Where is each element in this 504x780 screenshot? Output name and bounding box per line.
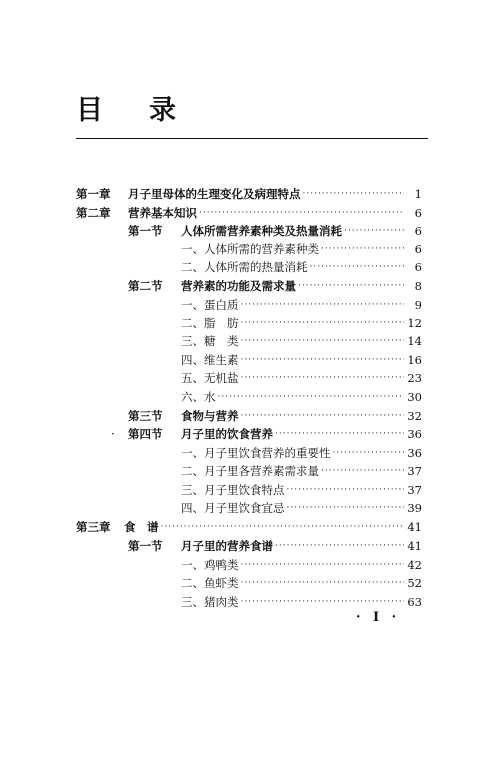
toc-entry bbox=[0, 258, 504, 276]
toc-entry bbox=[0, 296, 504, 314]
toc-entry bbox=[0, 277, 504, 295]
toc-page-number: 6 bbox=[414, 242, 422, 256]
page-number: · I · bbox=[356, 610, 401, 625]
dot-leader bbox=[319, 462, 404, 480]
toc-page-number: 23 bbox=[407, 371, 422, 385]
toc-entry-title: 四、月子里饮食宜忌 bbox=[181, 501, 285, 515]
toc-entry-title: 食 谱 bbox=[124, 520, 159, 534]
toc-page-number: 39 bbox=[407, 501, 422, 515]
toc-entry-title: 营养基本知识 bbox=[128, 206, 197, 220]
toc-page-number: 37 bbox=[407, 464, 422, 478]
toc-entry-title: 月子里的营养食谱 bbox=[181, 539, 273, 553]
toc-entry-title: 一、月子里饮食营养的重要性 bbox=[181, 446, 331, 460]
title-char-1: 目 bbox=[76, 95, 103, 126]
dot-leader bbox=[239, 407, 405, 425]
toc-entry-title: 二、脂 肪 bbox=[181, 316, 239, 330]
toc-page-number: 41 bbox=[407, 520, 422, 534]
toc-entry-line bbox=[181, 258, 422, 276]
toc-entry-title: 一、鸡鸭类 bbox=[181, 558, 239, 572]
chapter-label: 第二章 bbox=[76, 206, 111, 220]
dot-leader bbox=[239, 296, 405, 314]
toc-entry bbox=[0, 388, 504, 406]
dot-leader bbox=[239, 314, 405, 332]
dot-leader bbox=[301, 185, 405, 203]
toc-page-number: 63 bbox=[407, 595, 422, 609]
toc-entry-line bbox=[128, 204, 422, 222]
toc-entry bbox=[0, 314, 504, 332]
toc-page-number: 30 bbox=[407, 390, 422, 404]
dot-leader bbox=[239, 369, 405, 387]
dot-leader bbox=[296, 277, 404, 295]
toc-entry bbox=[0, 407, 504, 425]
toc-entry-line bbox=[181, 425, 422, 443]
toc-page-number: 42 bbox=[407, 558, 422, 572]
toc-page-number: 6 bbox=[414, 206, 422, 220]
toc-entry-title: 三、月子里饮食特点 bbox=[181, 483, 285, 497]
toc-entry-line bbox=[181, 240, 422, 258]
section-label: 第一节 bbox=[128, 224, 163, 238]
dot-leader bbox=[159, 518, 405, 536]
toc-page-number: 6 bbox=[414, 260, 422, 274]
toc-page-number: 12 bbox=[407, 316, 422, 330]
toc-entry-line bbox=[181, 351, 422, 369]
toc-entry-title: 营养素的功能及需求量 bbox=[181, 279, 296, 293]
dot-leader bbox=[239, 556, 405, 574]
dot-leader bbox=[285, 481, 405, 499]
toc-page-number: 16 bbox=[407, 353, 422, 367]
toc-entry bbox=[0, 185, 504, 203]
toc-page-number: 41 bbox=[407, 539, 422, 553]
toc-page-number: 36 bbox=[407, 446, 422, 460]
toc-entry-line bbox=[181, 407, 422, 425]
toc-entry-title: 二、鱼虾类 bbox=[181, 576, 239, 590]
toc-entry bbox=[0, 462, 504, 480]
toc-entry-line bbox=[181, 388, 422, 406]
dot-leader bbox=[239, 593, 405, 611]
toc-entry bbox=[0, 518, 504, 536]
toc-entry-line bbox=[124, 518, 422, 536]
toc-entry bbox=[0, 574, 504, 592]
toc-entry bbox=[0, 481, 504, 499]
toc-entry-title: 三、猪肉类 bbox=[181, 595, 239, 609]
toc-entry-title: 五、无机盐 bbox=[181, 371, 239, 385]
toc-entry-title: 月子里的饮食营养 bbox=[181, 427, 273, 441]
stray-mark: · bbox=[111, 427, 115, 441]
dot-leader bbox=[273, 425, 404, 443]
toc-page-number: 32 bbox=[407, 409, 422, 423]
toc-entry-title: 二、月子里各营养素需求量 bbox=[181, 464, 319, 478]
toc-page-number: 1 bbox=[414, 187, 422, 201]
toc-entry-line bbox=[128, 185, 422, 203]
chapter-label: 第一章 bbox=[76, 187, 111, 201]
section-label: 第一节 bbox=[128, 539, 163, 553]
toc-entry-line bbox=[181, 462, 422, 480]
toc-entry bbox=[0, 240, 504, 258]
dot-leader bbox=[197, 204, 404, 222]
toc-entry-line bbox=[181, 537, 422, 555]
dot-leader bbox=[239, 332, 405, 350]
toc-entry-line bbox=[181, 481, 422, 499]
toc-entry-title: 人体所需营养素种类及热量消耗 bbox=[181, 224, 342, 238]
toc-entry bbox=[0, 332, 504, 350]
toc-entry-line bbox=[181, 556, 422, 574]
dot-leader bbox=[239, 351, 405, 369]
toc-entry-title: 三、糖 类 bbox=[181, 334, 239, 348]
dot-leader bbox=[285, 499, 405, 517]
toc-entry bbox=[0, 499, 504, 517]
chapter-label: 第三章 bbox=[76, 520, 111, 534]
toc-entry bbox=[0, 222, 504, 240]
page-title bbox=[76, 88, 176, 127]
toc-page-number: 9 bbox=[414, 298, 422, 312]
toc-entry bbox=[0, 425, 504, 443]
toc-entry-title: 六、水 bbox=[181, 390, 216, 404]
toc-entry bbox=[0, 444, 504, 462]
toc-entry-title: 月子里母体的生理变化及病理特点 bbox=[128, 187, 301, 201]
toc-page-number: 52 bbox=[407, 576, 422, 590]
toc-entry bbox=[0, 537, 504, 555]
toc-entry-line bbox=[181, 574, 422, 592]
toc-entry-title: 四、维生素 bbox=[181, 353, 239, 367]
toc-entry bbox=[0, 204, 504, 222]
dot-leader bbox=[319, 240, 404, 258]
toc-entry-line bbox=[181, 369, 422, 387]
toc-page-number: 14 bbox=[407, 334, 422, 348]
toc-entry-line bbox=[181, 296, 422, 314]
toc-entry bbox=[0, 351, 504, 369]
title-char-2: 录 bbox=[149, 95, 176, 126]
toc-entry-title: 食物与营养 bbox=[181, 409, 239, 423]
toc-entry-line bbox=[181, 314, 422, 332]
toc-entry-line bbox=[181, 222, 422, 240]
toc-page-number: 8 bbox=[414, 279, 422, 293]
toc-page-number: 36 bbox=[407, 427, 422, 441]
section-label: 第四节 bbox=[128, 427, 163, 441]
toc-entry-line bbox=[181, 444, 422, 462]
dot-leader bbox=[273, 537, 404, 555]
toc-entry bbox=[0, 369, 504, 387]
toc-entry-title: 一、人体所需的营养素种类 bbox=[181, 242, 319, 256]
toc-entry-line bbox=[181, 277, 422, 295]
section-label: 第二节 bbox=[128, 279, 163, 293]
toc-entry bbox=[0, 556, 504, 574]
dot-leader bbox=[239, 574, 405, 592]
toc-page-number: 6 bbox=[414, 224, 422, 238]
section-label: 第三节 bbox=[128, 409, 163, 423]
dot-leader bbox=[342, 222, 404, 240]
toc-entry-title: 二、人体所需的热量消耗 bbox=[181, 260, 308, 274]
dot-leader bbox=[331, 444, 405, 462]
toc-entry-title: 一、蛋白质 bbox=[181, 298, 239, 312]
dot-leader bbox=[216, 388, 405, 406]
toc-entry bbox=[0, 593, 504, 611]
toc-entry-line bbox=[181, 593, 422, 611]
toc-entry-line bbox=[181, 332, 422, 350]
title-rule bbox=[76, 138, 428, 139]
dot-leader bbox=[308, 258, 405, 276]
toc-page-number: 37 bbox=[407, 483, 422, 497]
toc-entry-line bbox=[181, 499, 422, 517]
